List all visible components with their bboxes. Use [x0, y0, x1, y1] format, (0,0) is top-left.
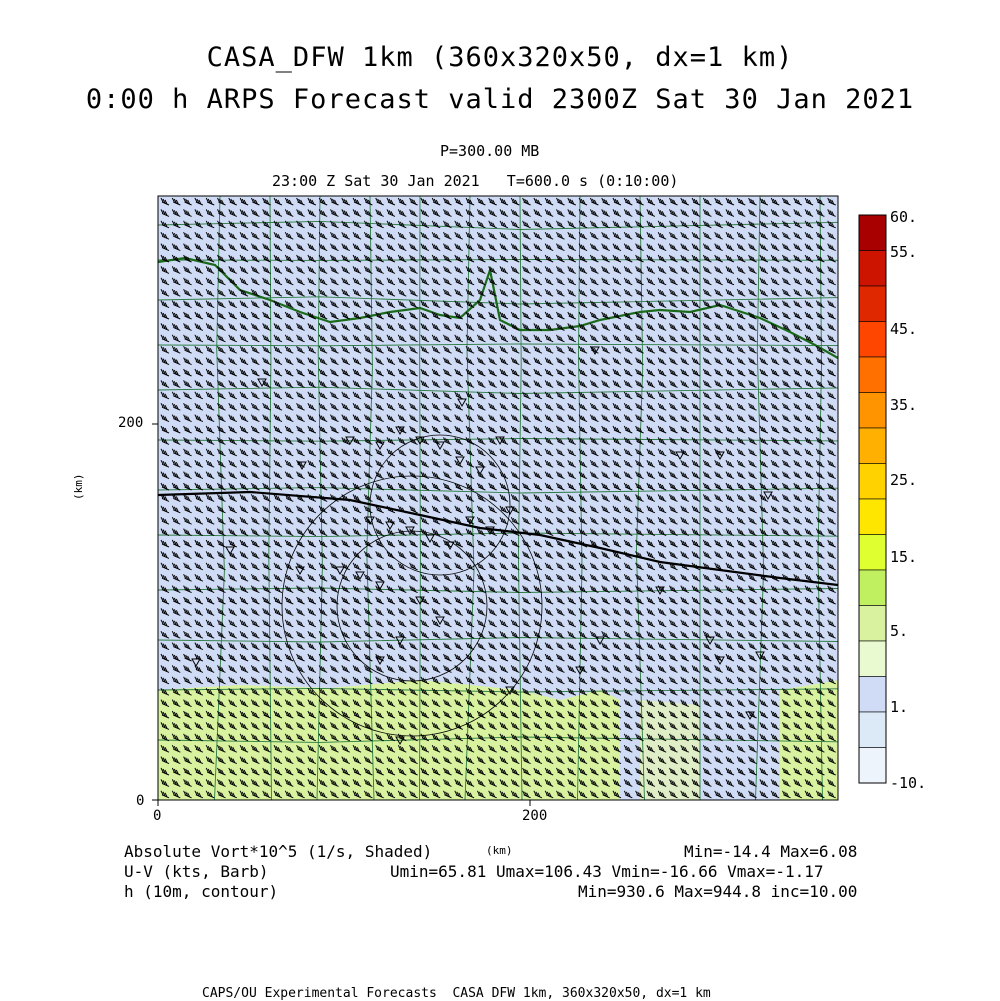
colorbar-segment	[859, 428, 886, 464]
colorbar-label-25: 25.	[890, 471, 918, 489]
legend-field-wind: U-V (kts, Barb)	[124, 862, 269, 881]
colorbar-segment	[859, 712, 886, 748]
legend-height-stats: Min=930.6 Max=944.8 inc=10.00	[578, 882, 858, 901]
x-tick-0: 0	[153, 808, 162, 824]
map-layers	[158, 196, 840, 800]
footer-credit: CAPS/OU Experimental Forecasts CASA DFW 1km, 360x320x50, dx=1 km	[202, 986, 711, 1001]
colorbar-segment	[859, 570, 886, 606]
colorbar-segment	[859, 357, 886, 393]
title-line-1: CASA_DFW 1km (360x320x50, dx=1 km)	[206, 42, 794, 73]
title-line-2: 0:00 h ARPS Forecast valid 2300Z Sat 30 Jan 2021	[85, 84, 915, 115]
legend-field-vorticity: Absolute Vort*10^5 (1/s, Shaded)	[124, 842, 433, 861]
colorbar-label-5: 5.	[890, 622, 909, 640]
x-tick-200: 200	[522, 808, 548, 824]
colorbar-label-60: 60.	[890, 208, 918, 226]
colorbar-segment	[859, 748, 886, 784]
colorbar-segment	[859, 677, 886, 713]
colorbar-label-35: 35.	[890, 396, 918, 414]
colorbar-segment	[859, 322, 886, 358]
colorbar-label-45: 45.	[890, 320, 918, 338]
colorbar-segment	[859, 641, 886, 677]
colorbar-label-minus10: -10.	[890, 774, 927, 792]
legend-field-height: h (10m, contour)	[124, 882, 279, 901]
colorbar	[859, 215, 886, 783]
y-axis-unit: (km)	[72, 473, 85, 500]
colorbar-segment	[859, 606, 886, 642]
colorbar-label-55: 55.	[890, 243, 918, 261]
y-tick-0: 0	[136, 793, 145, 809]
colorbar-segment	[859, 393, 886, 429]
legend-wind-stats: Umin=65.81 Umax=106.43 Vmin=-16.66 Vmax=-1.17	[390, 862, 824, 881]
legend-vorticity-stats: Min=-14.4 Max=6.08	[684, 842, 858, 861]
colorbar-label-15: 15.	[890, 548, 918, 566]
colorbar-segment	[859, 535, 886, 571]
colorbar-segment	[859, 286, 886, 322]
colorbar-segment	[859, 499, 886, 535]
map-plot-area	[152, 196, 840, 806]
colorbar-segment	[859, 215, 886, 251]
x-axis-unit: (km)	[486, 844, 513, 857]
valid-time-label: 23:00 Z Sat 30 Jan 2021 T=600.0 s (0:10:00)	[272, 172, 679, 190]
y-tick-200: 200	[118, 415, 144, 431]
colorbar-label-1: 1.	[890, 698, 909, 716]
colorbar-segment	[859, 251, 886, 287]
pressure-level-label: P=300.00 MB	[440, 142, 540, 160]
colorbar-segment	[859, 464, 886, 500]
